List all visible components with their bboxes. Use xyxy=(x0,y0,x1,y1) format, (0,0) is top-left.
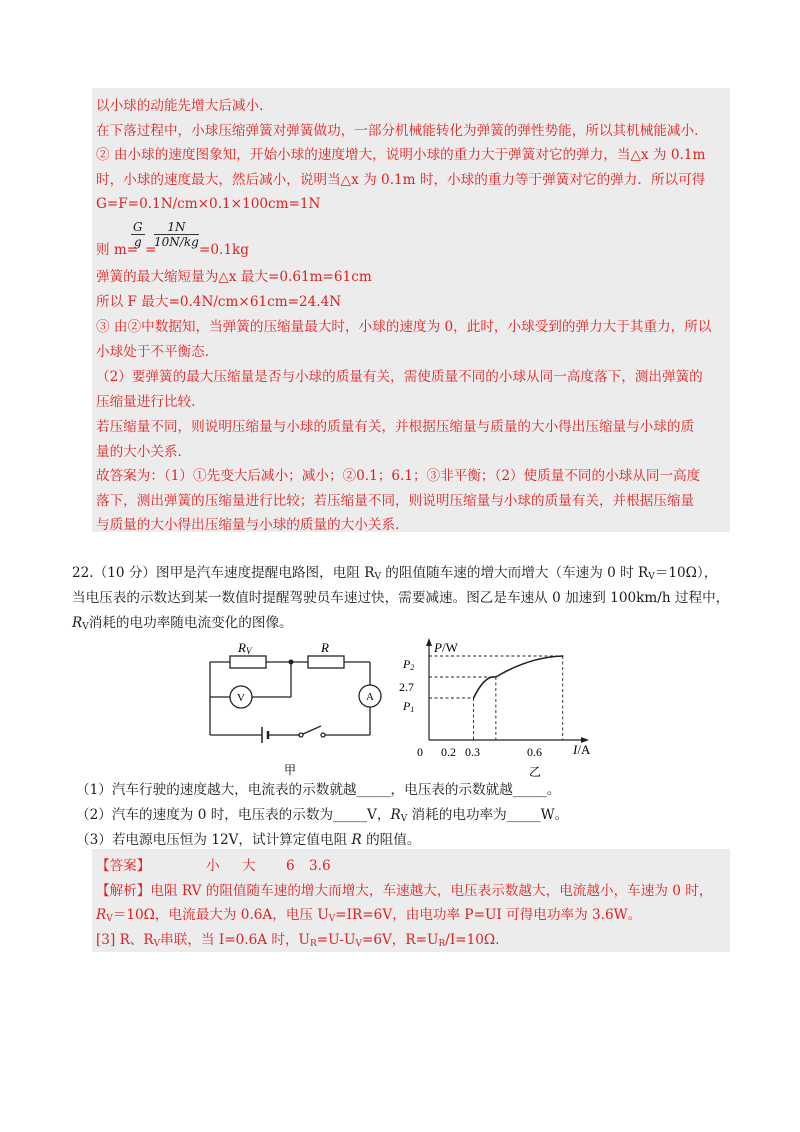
x-tick-label: 0 xyxy=(417,745,423,759)
subscript: R xyxy=(310,939,317,949)
analysis-text: ＝10Ω，电流最大为 0.6A，电压 U xyxy=(112,907,329,923)
q22-text: 消耗的电功率为_____W。 xyxy=(407,807,569,823)
fraction-1n-over-10nkg xyxy=(154,220,199,249)
analysis-label: 【解析】 xyxy=(96,883,151,899)
solution-line: 量的大小关系. xyxy=(96,444,182,460)
question-text xyxy=(72,613,293,637)
subscript: V xyxy=(106,914,113,924)
solution-line: 若压缩量不同，则说明压缩量与小球的质量有关，并根据压缩量与质量的大小得出压缩量与小球的质 xyxy=(96,419,695,435)
solution-line: （2）要弹簧的最大压缩量是否与小球的质量有关，需使质量不同的小球从同一高度落下，测出弹簧的 xyxy=(96,369,703,385)
analysis-text: =IR=6V，由电功率 P=UI 可得电功率为 3.6W。 xyxy=(335,907,642,923)
y-tick-p1: P1 xyxy=(403,699,415,714)
subscript: V xyxy=(374,572,381,582)
solution-line: 所以 F 最大=0.4N/cm×61cm=24.4N xyxy=(96,294,342,310)
fraction-denominator: 10N/kg xyxy=(154,235,199,249)
y-tick-p2: P2 xyxy=(403,657,415,672)
subquestion-1: （1）汽车行驶的速度越大，电流表的示数就越_____，电压表的示数就越_____。 xyxy=(76,782,561,798)
answer-line xyxy=(96,856,150,876)
answer-value: 6 xyxy=(286,858,295,874)
analysis-line xyxy=(96,930,500,954)
answer-value: 小 xyxy=(206,858,220,874)
analysis-text: =U-U xyxy=(316,932,356,948)
solution-line: 压缩量进行比较. xyxy=(96,394,196,410)
subscript: V xyxy=(648,572,655,582)
voltmeter-label: V xyxy=(237,692,245,704)
subscript: V xyxy=(400,814,408,824)
subscript: V xyxy=(153,939,161,949)
analysis-text: 电阻 RV 的阻值随车速的增大而增大，车速越大，电压表示数越大，电流越小，车速为 0 时， xyxy=(150,883,713,899)
symbol-r: R xyxy=(72,615,83,631)
solution-line: 时，小球的速度最大，然后减小，说明当△x 为 0.1m 时，小球的重力等于弹簧对它的弹力．所以可得 xyxy=(96,172,706,188)
subquestion-2 xyxy=(76,805,568,829)
x-tick-label: 0.3 xyxy=(465,745,480,759)
q22-text: 消耗的电功率随电流变化的图像。 xyxy=(88,615,293,631)
circuit-diagram xyxy=(200,640,390,780)
q22-text: （2）汽车的速度为 0 时，电压表的示数为_____V， xyxy=(76,807,391,823)
x-tick-label: 0.2 xyxy=(441,745,456,759)
ammeter-label: A xyxy=(366,691,374,703)
analysis-text: [3] R、R xyxy=(96,932,154,948)
q22-text: 的阻值随车速的增大而增大（车速为 0 时 R xyxy=(380,565,649,581)
x-axis-label: I/A xyxy=(573,742,591,757)
analysis-text: /I=10Ω. xyxy=(445,932,500,948)
subscript: V xyxy=(82,622,89,632)
solution-line: ② 由小球的速度图象知，开始小球的速度增大，说明小球的重力大于弹簧对它的弹力，当△x 为 0.1m xyxy=(96,147,706,163)
subscript: V xyxy=(355,939,362,949)
solution-line: 在下落过程中，小球压缩弹簧对弹簧做功，一部分机械能转化为弹簧的弹性势能，所以其机械能减小. xyxy=(96,123,699,139)
data-point xyxy=(495,676,497,678)
question-text xyxy=(72,563,717,587)
resistor-rv xyxy=(230,656,266,668)
analysis-line xyxy=(96,905,641,929)
rv-label: RV xyxy=(238,640,252,656)
data-point xyxy=(562,655,564,657)
solution-line: 以小球的动能先增大后减小. xyxy=(96,98,264,114)
mass-formula-prefix: 则 m= xyxy=(96,242,139,258)
y-tick-2-7: 2.7 xyxy=(399,680,414,694)
fraction-numerator: 1N xyxy=(154,220,199,235)
fraction-g-over-g xyxy=(131,220,145,249)
symbol-r: R xyxy=(351,832,362,848)
answer-label: 【答案】 xyxy=(96,858,151,874)
question-text: 当电压表的示数达到某一数值时提醒驾驶员车速过快，需要减速。图乙是车速从 0 加速到 100km/h 过程中， xyxy=(72,590,730,606)
solution-line: 故答案为：（1）①先变大后减小；减小；②0.1；6.1；③非平衡；（2）使质量不同的小球从同一高度 xyxy=(96,468,701,484)
solution-line: G=F=0.1N/cm×0.1×100cm=1N xyxy=(96,196,321,212)
analysis-line xyxy=(96,881,712,901)
q22-text: 的阻值。 xyxy=(361,832,421,848)
q22-text: 22.（10 分）图甲是汽车速度提醒电路图，电阻 R xyxy=(72,565,375,581)
y-axis-arrow xyxy=(426,638,432,646)
symbol-r: R xyxy=(390,807,401,823)
power-current-chart xyxy=(395,636,605,782)
x-tick-label: 0.6 xyxy=(527,745,542,759)
y-axis-label: P/W xyxy=(434,640,458,655)
solution-line: 落下，测出弹簧的压缩量进行比较；若压缩量不同，则说明压缩量与小球的质量有关，并根据压缩量 xyxy=(96,493,695,509)
subscript: R xyxy=(438,939,446,949)
data-point xyxy=(473,697,475,699)
answer-value: 大 xyxy=(242,858,256,874)
solution-line: 弹簧的最大缩短量为△x 最大=0.61m=61cm xyxy=(96,269,372,285)
solution-line: 与质量的大小得出压缩量与小球的质量的大小关系. xyxy=(96,517,400,533)
subscript: V xyxy=(328,914,336,924)
chart-caption: 乙 xyxy=(528,765,542,779)
q22-text: ＝10Ω）， xyxy=(654,565,718,581)
subquestion-3 xyxy=(76,830,420,850)
mass-formula-result: =0.1kg xyxy=(199,242,249,258)
q22-text: （3）若电源电压恒为 12V，试计算定值电阻 xyxy=(76,832,352,848)
resistor-r xyxy=(308,656,344,668)
symbol-r: R xyxy=(96,907,107,923)
answer-value: 3.6 xyxy=(309,858,331,874)
analysis-text: 串联，当 I=0.6A 时，U xyxy=(160,932,310,948)
fraction-denominator: g xyxy=(133,235,142,249)
r-label: R xyxy=(321,640,329,655)
circuit-caption: 甲 xyxy=(283,763,297,777)
solution-line: ③ 由②中数据知，当弹簧的压缩量最大时，小球的速度为 0，此时，小球受到的弹力大于其重力，所以 xyxy=(96,319,712,335)
solution-line: 小球处于不平衡态. xyxy=(96,344,210,360)
analysis-text: =6V，R=U xyxy=(361,932,439,948)
mass-formula-eq: = xyxy=(145,242,157,258)
fraction-numerator: G xyxy=(133,220,143,234)
junction-dot xyxy=(289,660,294,665)
